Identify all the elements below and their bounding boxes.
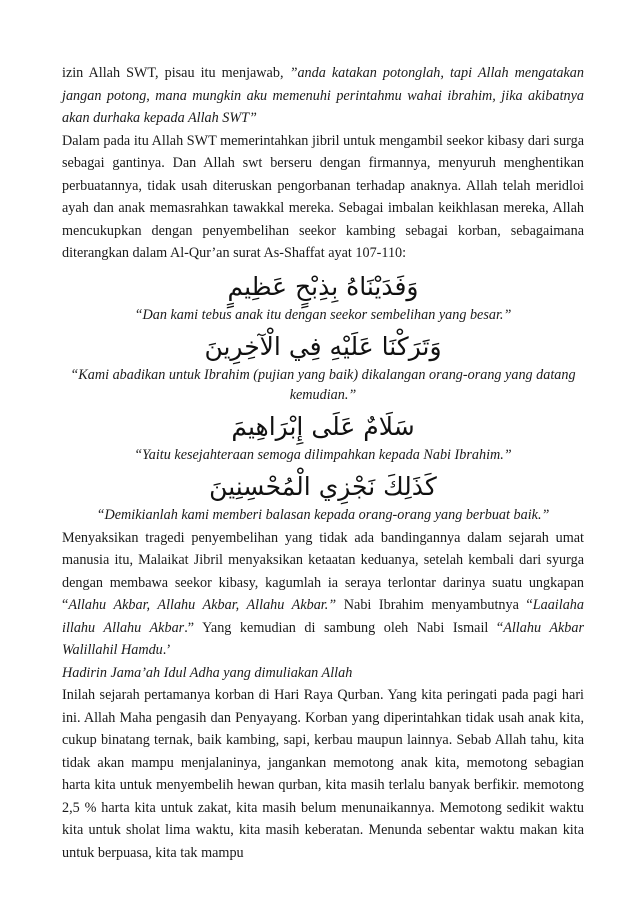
verse-108-arabic: وَتَرَكْنَا عَلَيْهِ فِي الْآخِرِينَ bbox=[204, 331, 442, 361]
document-page bbox=[62, 62, 584, 864]
verse-109-arabic: سَلَامٌ عَلَى إِبْرَاهِيمَ bbox=[231, 411, 415, 441]
paragraph-kibasy: Dalam pada itu Allah SWT memerintahkan jibril untuk mengambil seekor kibasy dari surga sebagai gantinya. Dan Allah swt berseru dengan firmannya, menyuruh menghentikan perbuatannya, tidak usah diteruskan pengorbanan terhadap anaknya. Allah telah meridloi ayah dan anak memasrahkan tawakkal mereka. Sebagai imbalan keikhlasan mereka, Allah mencukupkan dengan penyembelihan seekor kambing sebagai korban, sebagaimana diterangkan dalam Al-Qur’an surat As-Shaffat ayat 107-110: bbox=[62, 132, 584, 261]
verse-109-translation: “Yaitu kesejahteraan semoga dilimpahkan kepada Nabi Ibrahim.” bbox=[134, 446, 512, 463]
paragraph-jibril-text-d: .’ bbox=[162, 642, 172, 658]
section-heading: Hadirin Jama’ah Idul Adha yang dimuliakan Allah bbox=[62, 664, 353, 681]
paragraph-jibril-text-a: Menyaksikan tragedi penyembelihan yang tidak ada bandingannya dalam sejarah umat manusia itu, Malaikat Jibril menyaksikan ketaatan keduanya, setelah kembali dari syurga dengan membawa seekor kibasy, kagumlah ia seraya terlontar darinya suatu ungkapan “ bbox=[62, 529, 584, 613]
intro-text: izin Allah SWT, pisau itu menjawab, bbox=[62, 65, 290, 81]
tahmid-quote: Allahu Akbar Walillahil Hamdu bbox=[62, 619, 584, 658]
verse-107-arabic: وَفَدَيْنَاهُ بِذِبْحٍ عَظِيمٍ bbox=[227, 271, 419, 301]
intro-quote: ”anda katakan potonglah, tapi Allah mengatakan jangan potong, mana mungkin aku memenuhi perintahmu wahai ibrahim, jika akibatnya akan durhaka kepada Allah SWT” bbox=[62, 65, 584, 126]
paragraph-jibril-text-b: Nabi Ibrahim menyambutnya “ bbox=[336, 597, 533, 613]
verse-108-translation: “Kami abadikan untuk Ibrahim (pujian yang baik) dikalangan orang-orang yang datang kemudian.” bbox=[70, 366, 576, 403]
verse-107-translation: “Dan kami tebus anak itu dengan seekor sembelihan yang besar.” bbox=[134, 306, 512, 323]
paragraph-jibril bbox=[62, 527, 584, 662]
verse-110-translation: “Demikianlah kami memberi balasan kepada orang-orang yang berbuat baik.” bbox=[96, 506, 550, 523]
paragraph-jibril-text-c: .” Yang kemudian di sambung oleh Nabi Ismail “ bbox=[184, 619, 504, 636]
verse-110-arabic: كَذَلِكَ نَجْزِي الْمُحْسِنِينَ bbox=[209, 471, 437, 501]
intro-paragraph bbox=[62, 62, 584, 130]
tahlil-quote: Laailaha illahu Allahu Akbar bbox=[62, 597, 584, 636]
takbir-quote: Allahu Akbar, Allahu Akbar, Allahu Akbar.” bbox=[68, 597, 337, 613]
paragraph-qurban: Inilah sejarah pertamanya korban di Hari Raya Qurban. Yang kita peringati pada pagi hari ini. Allah Maha pengasih dan Penyayang. Korban yang diperintahkan tidak usah anak kita, cukup binatang ternak, baik kambing, sapi, kerbau maupun lainnya. Sebab Allah tahu, kita tidak akan mampu menjalaninya, jangankan memotong anak kita, memotong sebagian harta kita untuk menyembelih hewan qurban, kita masih terlalu banyak berfikir. memotong 2,5 % harta kita untuk zakat, kita masih belum menunaikannya. Memotong sedikit waktu kita untuk sholat lima waktu, kita masih keberatan. Menunda sebentar waktu makan kita untuk berpuasa, kita tak mampu bbox=[62, 687, 584, 861]
